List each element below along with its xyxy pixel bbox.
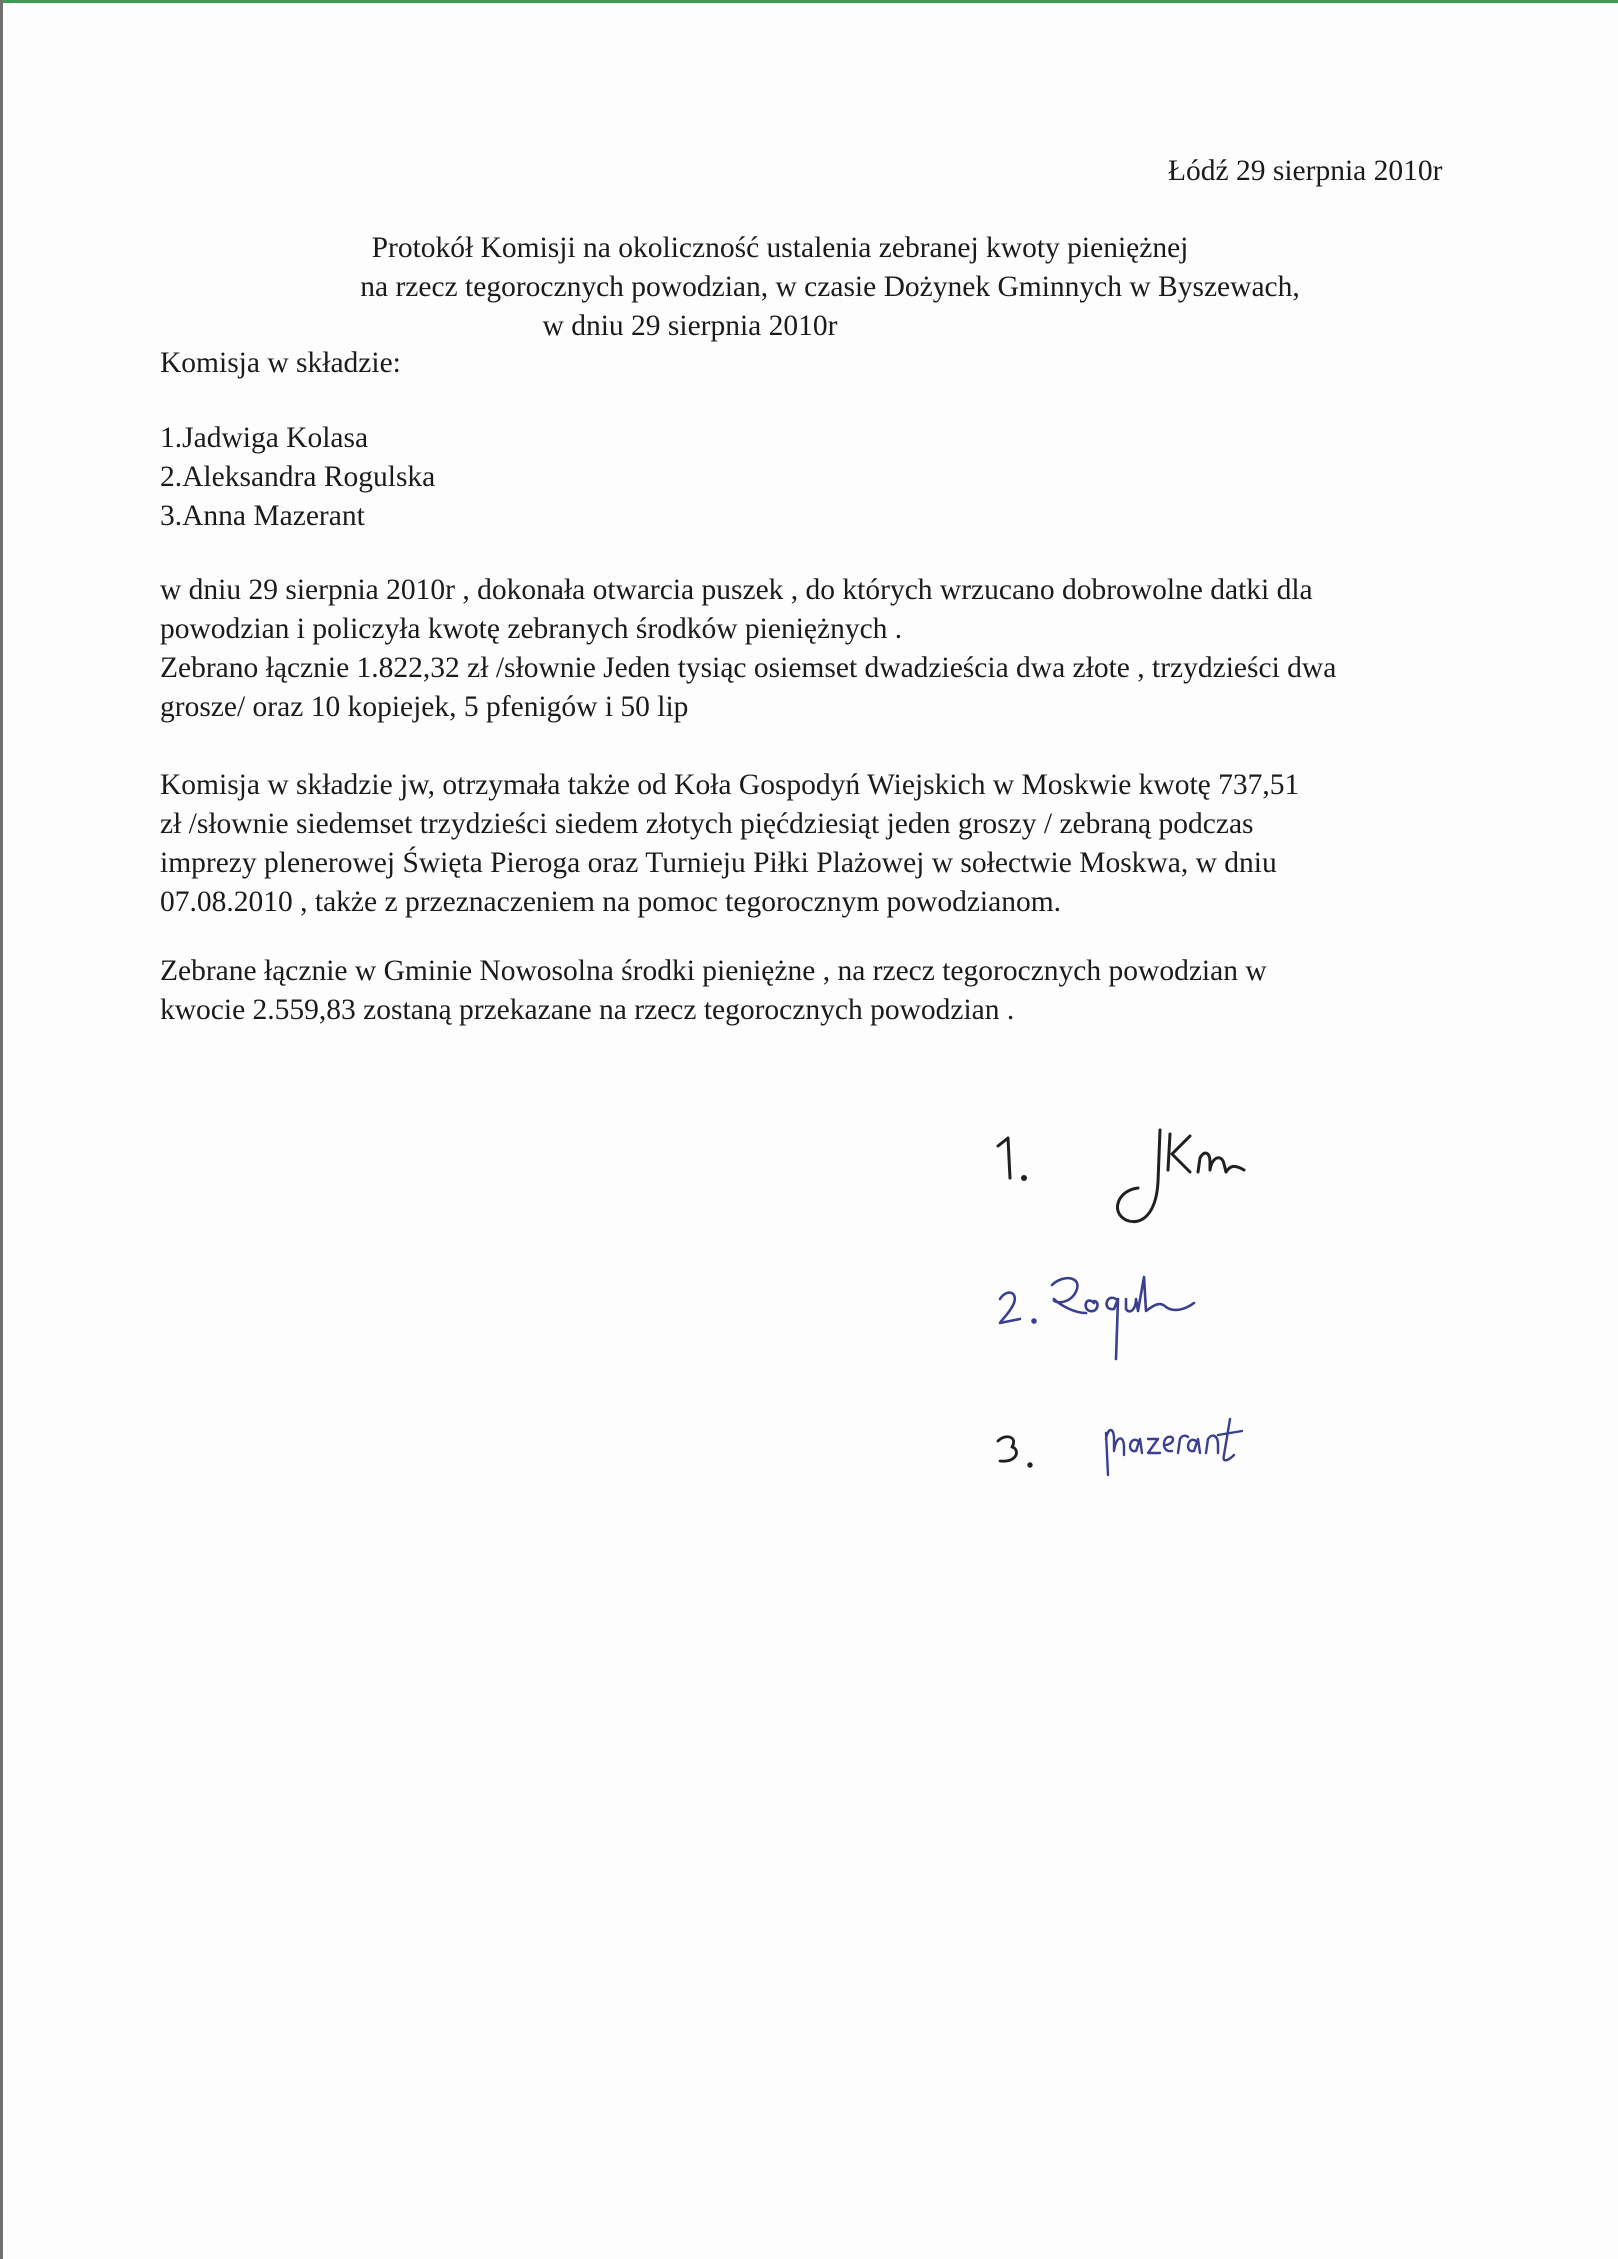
paragraph-line: powodzian i policzyła kwotę zebranych środków pieniężnych . [160, 613, 903, 645]
signature-2 [990, 1255, 1290, 1395]
document-date: Łódź 29 sierpnia 2010r [1168, 155, 1443, 187]
paragraph-line: Zebrane łącznie w Gminie Nowosolna środki pieniężne , na rzecz tegorocznych powodzian w [160, 955, 1267, 987]
signature-3 [990, 1405, 1290, 1525]
committee-member: 2.Aleksandra Rogulska [160, 461, 436, 493]
paragraph-line: 07.08.2010 , także z przeznaczeniem na pomoc tegorocznym powodzianom. [160, 886, 1062, 918]
signature-1 [990, 1120, 1290, 1240]
paragraph-collection [160, 571, 1490, 727]
paragraph-line: zł /słownie siedemset trzydzieści siedem złotych pięćdziesiąt jeden groszy / zebraną podczas [160, 808, 1254, 840]
document-title [160, 229, 1500, 346]
committee-member: 3.Anna Mazerant [160, 500, 365, 532]
committee-member: 1.Jadwiga Kolasa [160, 422, 369, 454]
title-line-3: w dniu 29 sierpnia 2010r [542, 310, 838, 342]
paragraph-line: Komisja w składzie jw, otrzymała także od Koła Gospodyń Wiejskich w Moskwie kwotę 737,51 [160, 769, 1300, 801]
paragraph-line: grosze/ oraz 10 kopiejek, 5 pfenigów i 50 lip [160, 691, 689, 723]
scan-top-edge [0, 0, 1618, 3]
title-line-1: Protokół Komisji na okoliczność ustalenia zebranej kwoty pieniężnej [371, 232, 1189, 264]
paragraph-line: w dniu 29 sierpnia 2010r , dokonała otwarcia puszek , do których wrzucano dobrowolne datki dla [160, 574, 1313, 606]
title-line-2: na rzecz tegorocznych powodzian, w czasie Dożynek Gminnych w Byszewach, [360, 271, 1300, 303]
paragraph-total [160, 952, 1490, 1030]
paragraph-kgw-donation [160, 766, 1490, 922]
paragraph-line: kwocie 2.559,83 zostaną przekazane na rzecz tegorocznych powodzian . [160, 994, 1015, 1026]
paragraph-line: imprezy plenerowej Święta Pieroga oraz Turnieju Piłki Plażowej w sołectwie Moskwa, w dniu [160, 847, 1277, 879]
committee-members-list [160, 419, 435, 536]
committee-label: Komisja w składzie: [160, 347, 401, 379]
paragraph-line: Zebrano łącznie 1.822,32 zł /słownie Jeden tysiąc osiemset dwadzieścia dwa złote , trzydzieści dwa [160, 652, 1337, 684]
